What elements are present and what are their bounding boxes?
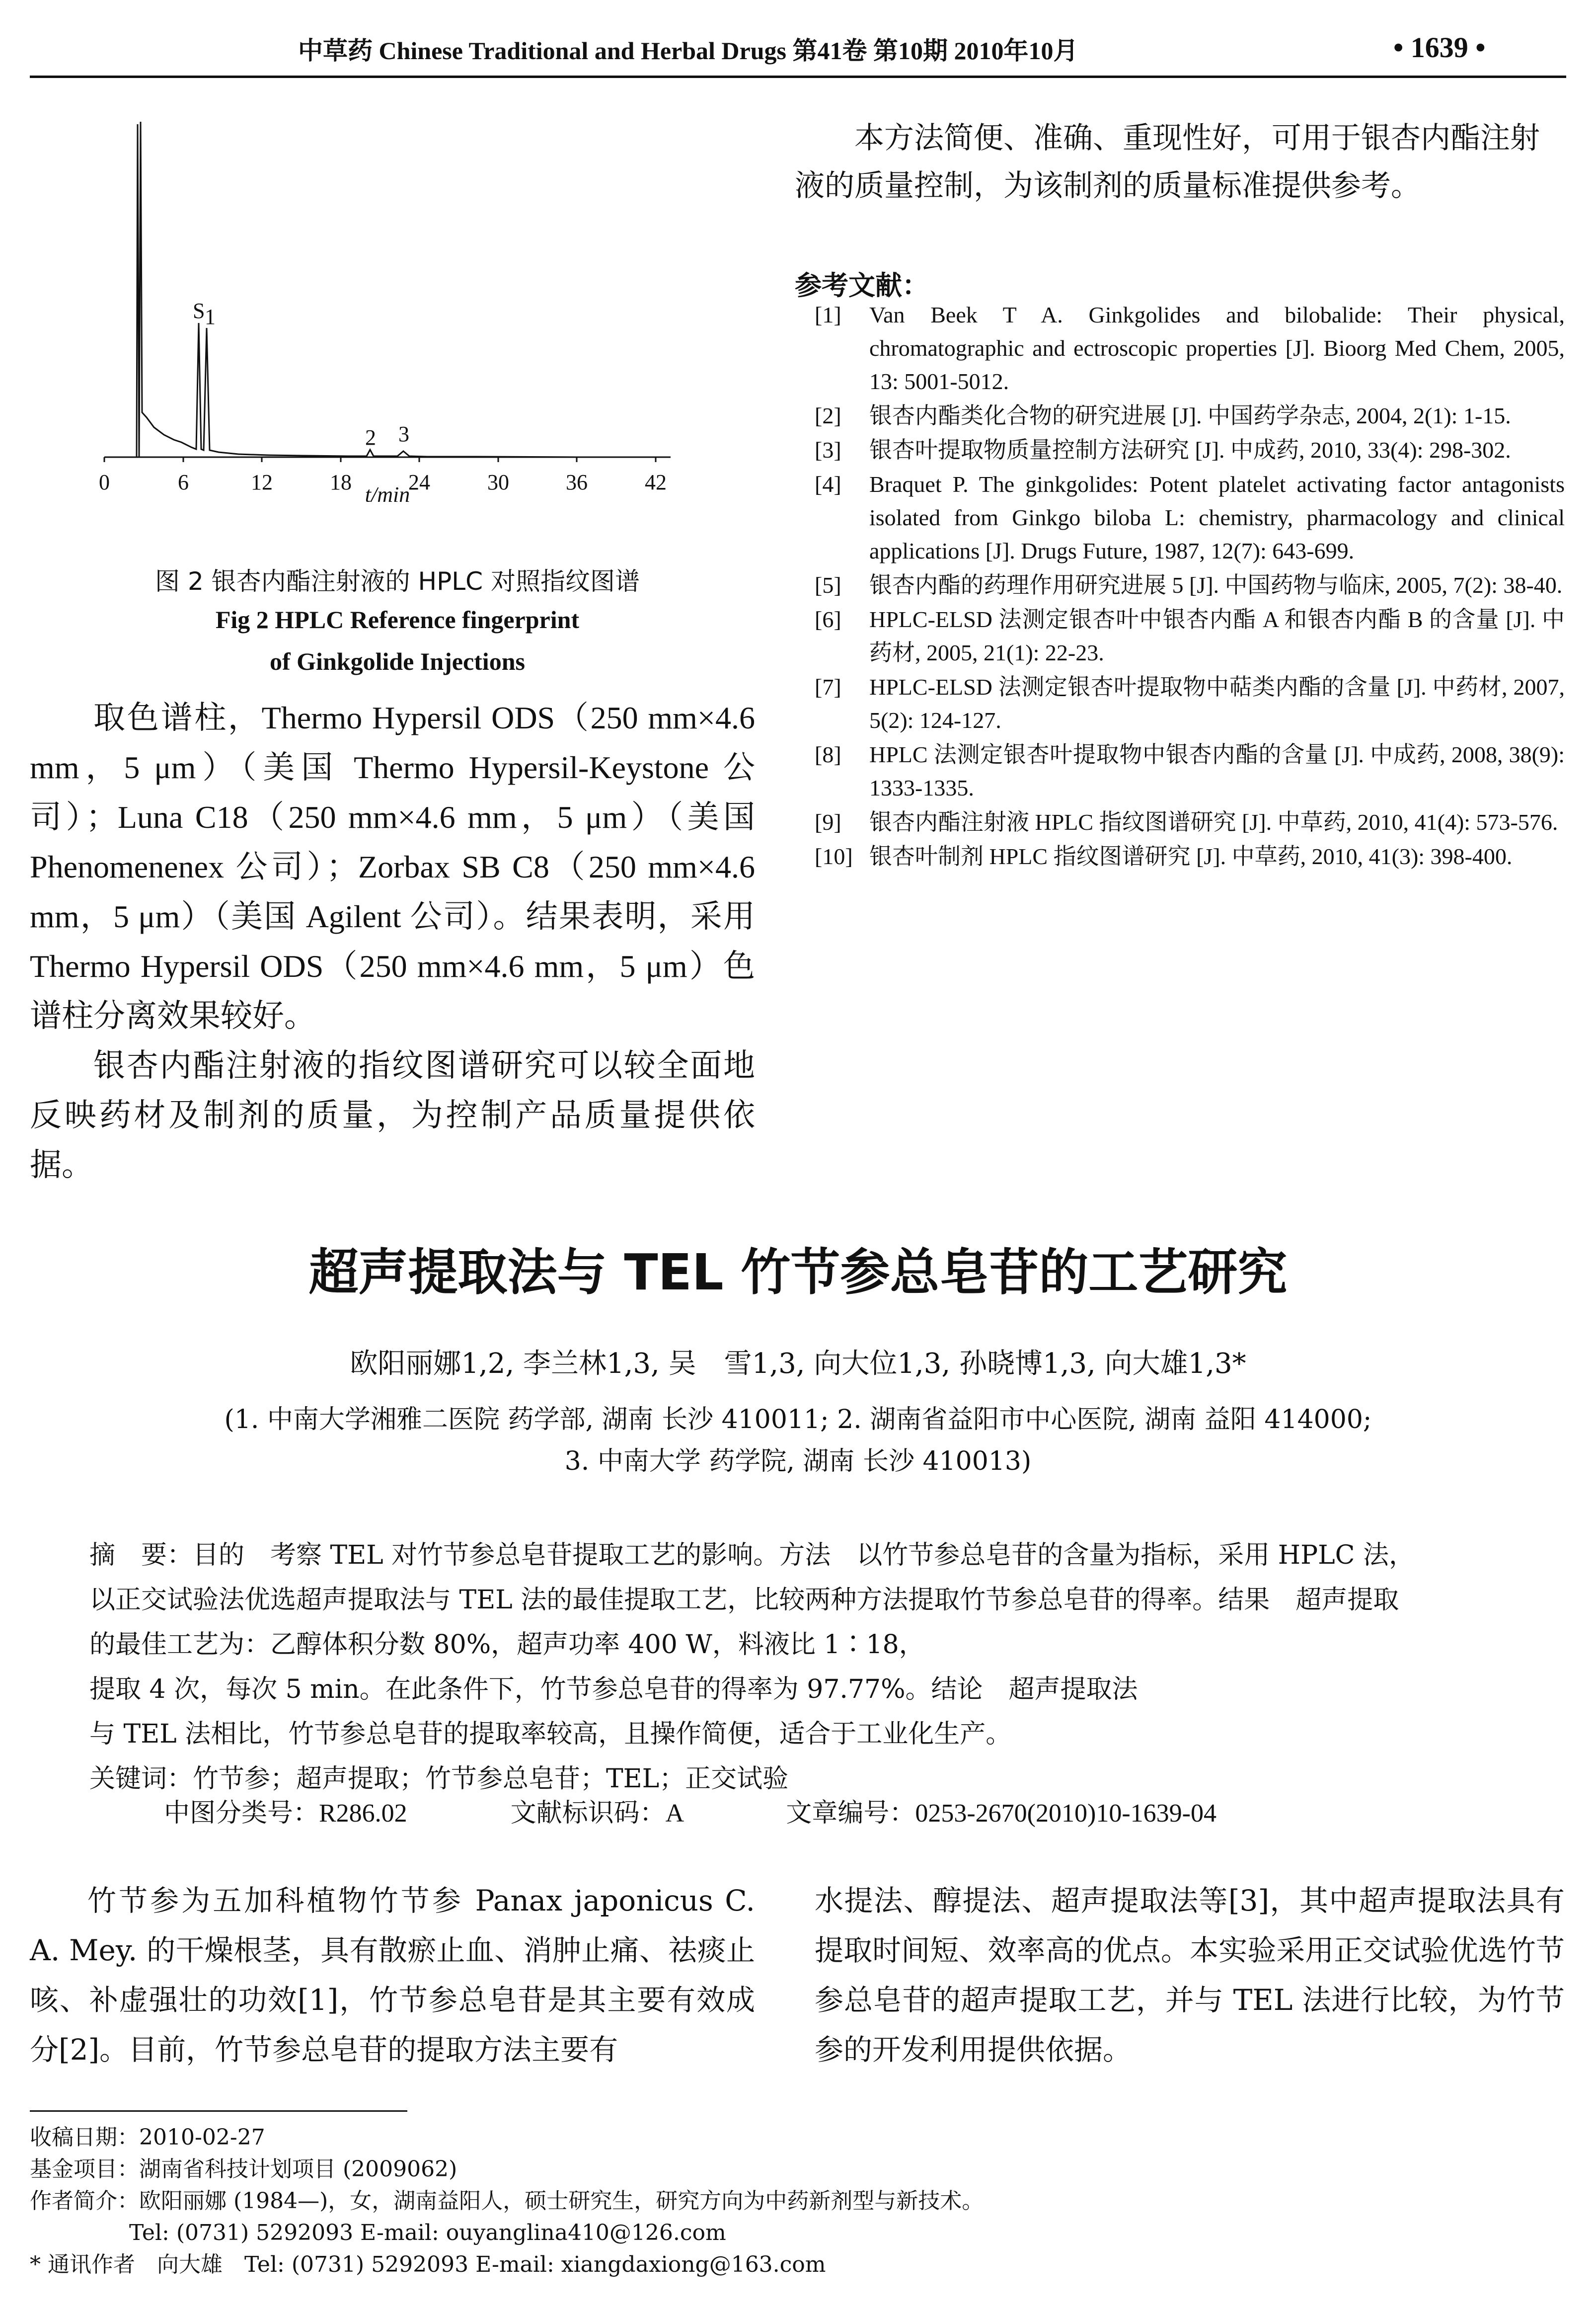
figure-caption-line: of Ginkgolide Injections xyxy=(270,647,525,675)
intro-text-left xyxy=(30,1876,755,2075)
peak-label: S xyxy=(193,299,205,323)
author-list: 欧阳丽娜1,2, 李兰林1,3, 吴 雪1,3, 向大位1,3, 孙晓博1,3, 向大雄1,3* xyxy=(350,1348,1246,1380)
reference-item xyxy=(815,670,1565,737)
paragraph: 银杏内酯注射液的指纹图谱研究可以较全面地反映药材及制剂的质量，为控制产品质量提供依据。 xyxy=(30,1048,755,1183)
reference-item xyxy=(815,568,1565,602)
reference-item xyxy=(815,433,1565,467)
page-number: • 1639 • xyxy=(1393,31,1486,64)
abstract-line: 提取 4 次，每次 5 min。在此条件下，竹节参总皂苷的得率为 97.77%。结论 超声提取法 xyxy=(89,1675,1138,1704)
reference-list xyxy=(815,298,1565,874)
reference-number: [8] xyxy=(815,742,841,767)
footnote-line: * 通讯作者 向大雄 Tel: (0731) 5292093 E-mail: xiangdaxiong@163.com xyxy=(30,2252,826,2277)
reference-text: Van Beek T A. Ginkgolides and bilobalide: Their physical, chromatographic and ectroscopic properties [J]. Bioorg Med Chem, 2005, 13: 5001-5012. xyxy=(869,302,1565,394)
body-text-left xyxy=(30,693,755,1190)
reference-number: [4] xyxy=(815,472,841,497)
reference-text: 银杏内酯注射液 HPLC 指纹图谱研究 [J]. 中草药, 2010, 41(4): 573-576. xyxy=(869,809,1558,835)
reference-number: [10] xyxy=(815,844,853,869)
reference-number: [7] xyxy=(815,674,841,700)
x-tick-label: 42 xyxy=(645,470,667,494)
abstract-line: 的最佳工艺为：乙醇体积分数 80%，超声功率 400 W，料液比 1∶18， xyxy=(89,1630,925,1660)
paragraph: 竹节参为五加科植物竹节参 Panax japonicus C. A. Mey. 的干燥根茎，具有散瘀止血、消肿止痛、祛痰止咳、补虚强壮的功效[1]，竹节参总皂苷是其主要有效成分[2]。目前，竹节参总皂苷的提取方法主要有 xyxy=(30,1884,755,2067)
keywords: 关键词：竹节参；超声提取；竹节参总皂苷；TEL；正交试验 xyxy=(89,1764,789,1794)
reference-item xyxy=(815,738,1565,804)
affiliations xyxy=(50,1399,1546,1482)
x-tick-label: 18 xyxy=(330,470,352,494)
reference-number: [1] xyxy=(815,302,841,327)
paragraph: 本方法简便、准确、重现性好，可用于银杏内酯注射液的质量控制，为该制剂的质量标准提供参考。 xyxy=(795,122,1540,202)
body-text-right xyxy=(795,114,1565,210)
reference-text: HPLC-ELSD 法测定银杏叶提取物中萜类内酯的含量 [J]. 中药材, 2007, 5(2): 124-127. xyxy=(869,674,1565,733)
references-heading: 参考文献： xyxy=(795,271,929,301)
x-tick-label: 6 xyxy=(178,470,189,494)
reference-item xyxy=(815,298,1565,398)
reference-item xyxy=(815,603,1565,669)
footnote-line: 基金项目：湖南省科技计划项目 (2009062) xyxy=(30,2156,457,2182)
intro-text-right xyxy=(815,1876,1565,2075)
peak-label: 2 xyxy=(365,425,376,450)
footnote-line: 作者简介：欧阳丽娜 (1984—)，女，湖南益阳人，硕士研究生，研究方向为中药新剂型与新技术。 xyxy=(30,2188,984,2214)
x-tick-label: 24 xyxy=(408,470,430,494)
abstract-line: 摘 要：目的 考察 TEL 对竹节参总皂苷提取工艺的影响。方法 以竹节参总皂苷的含量为指标，采用 HPLC 法， xyxy=(89,1540,1415,1570)
abstract xyxy=(89,1533,1510,1756)
reference-item xyxy=(815,399,1565,432)
abstract-line: 与 TEL 法相比，竹节参总皂苷的提取率较高，且操作简便，适合于工业化生产。 xyxy=(89,1719,1012,1749)
classification-line: 中图分类号：R286.02 文献标识码：A 文章编号：0253-2670(2010)10-1639-04 xyxy=(164,1799,1216,1828)
reference-number: [2] xyxy=(815,403,841,428)
reference-item xyxy=(815,805,1565,839)
reference-text: 银杏叶提取物质量控制方法研究 [J]. 中成药, 2010, 33(4): 298-302. xyxy=(869,437,1511,463)
figure-caption-english xyxy=(50,599,745,682)
x-axis-label: t/min xyxy=(365,482,410,502)
x-tick-label: 30 xyxy=(487,470,509,494)
figure-caption-line: Fig 2 HPLC Reference fingerprint xyxy=(215,606,580,634)
header-rule xyxy=(30,76,1566,78)
reference-text: HPLC 法测定银杏叶提取物中银杏内酯的含量 [J]. 中成药, 2008, 38(9): 1333-1335. xyxy=(869,742,1565,800)
reference-number: [6] xyxy=(815,607,841,632)
footnote-line: Tel: (0731) 5292093 E-mail: ouyanglina410@126.com xyxy=(129,2220,726,2245)
article-title: 超声提取法与 TEL 竹节参总皂苷的工艺研究 xyxy=(308,1243,1288,1301)
reference-item xyxy=(815,468,1565,567)
x-tick-label: 36 xyxy=(566,470,588,494)
x-tick-label: 12 xyxy=(251,470,273,494)
paragraph: 水提法、醇提法、超声提取法等[3]，其中超声提取法具有提取时间短、效率高的优点。本实验采用正交试验优选竹节参总皂苷的超声提取工艺，并与 TEL 法进行比较，为竹节参的开发利用提供依据。 xyxy=(815,1884,1565,2067)
footnote-line: 收稿日期：2010-02-27 xyxy=(30,2125,265,2150)
x-tick-label: 0 xyxy=(99,470,110,494)
reference-item xyxy=(815,840,1565,873)
chromatogram-figure xyxy=(79,114,695,502)
peak-label: 1 xyxy=(205,305,216,329)
abstract-line: 以正交试验法优选超声提取法与 TEL 法的最佳提取工艺，比较两种方法提取竹节参总皂苷的得率。结果 超声提取 xyxy=(89,1585,1399,1615)
peak-label: 3 xyxy=(398,422,409,446)
reference-number: [9] xyxy=(815,809,841,835)
figure-caption-chinese: 图 2 银杏内酯注射液的 HPLC 对照指纹图谱 xyxy=(155,567,640,596)
footnote-rule xyxy=(30,2110,407,2112)
affiliation-line: (1. 中南大学湘雅二医院 药学部, 湖南 长沙 410011; 2. 湖南省益阳市中心医院, 湖南 益阳 414000; xyxy=(224,1405,1372,1435)
reference-text: 银杏内酯的药理作用研究进展 5 [J]. 中国药物与临床, 2005, 7(2): 38-40. xyxy=(869,572,1563,598)
reference-number: [5] xyxy=(815,572,841,598)
affiliation-line: 3. 中南大学 药学院, 湖南 长沙 410013) xyxy=(564,1446,1032,1476)
reference-number: [3] xyxy=(815,437,841,463)
chromatogram-trace xyxy=(104,122,671,457)
running-header: 中草药 Chinese Traditional and Herbal Drugs 第41卷 第10期 2010年10月 xyxy=(298,37,1078,65)
reference-text: 银杏叶制剂 HPLC 指纹图谱研究 [J]. 中草药, 2010, 41(3): 398-400. xyxy=(869,844,1513,869)
paragraph: 取色谱柱，Thermo Hypersil ODS（250 mm×4.6 mm，5 μm）（美国 Thermo Hypersil-Keystone 公司）；Luna C18（250 mm×4.6 mm，5 μm）（美国 Phenomenenex 公司）；Zorbax SB C8（250 mm×4.6 mm，5 μm）（美国 Agilent 公司）。结果表明，采用 Thermo Hypersil ODS（250 mm×4.6 mm，5 μm）色谱柱分离效果较好。 xyxy=(30,700,755,1034)
footnotes xyxy=(30,2122,1520,2281)
reference-text: HPLC-ELSD 法测定银杏叶中银杏内酯 A 和银杏内酯 B 的含量 [J]. 中药材, 2005, 21(1): 22-23. xyxy=(869,607,1565,665)
reference-text: Braquet P. The ginkgolides: Potent platelet activating factor antagonists isolated from Ginkgo biloba L: chemistry, pharmacology and clinical applications [J]. Drugs Future, 1987, 12(7): 643-699. xyxy=(869,472,1565,563)
reference-text: 银杏内酯类化合物的研究进展 [J]. 中国药学杂志, 2004, 2(1): 1-15. xyxy=(869,403,1511,428)
